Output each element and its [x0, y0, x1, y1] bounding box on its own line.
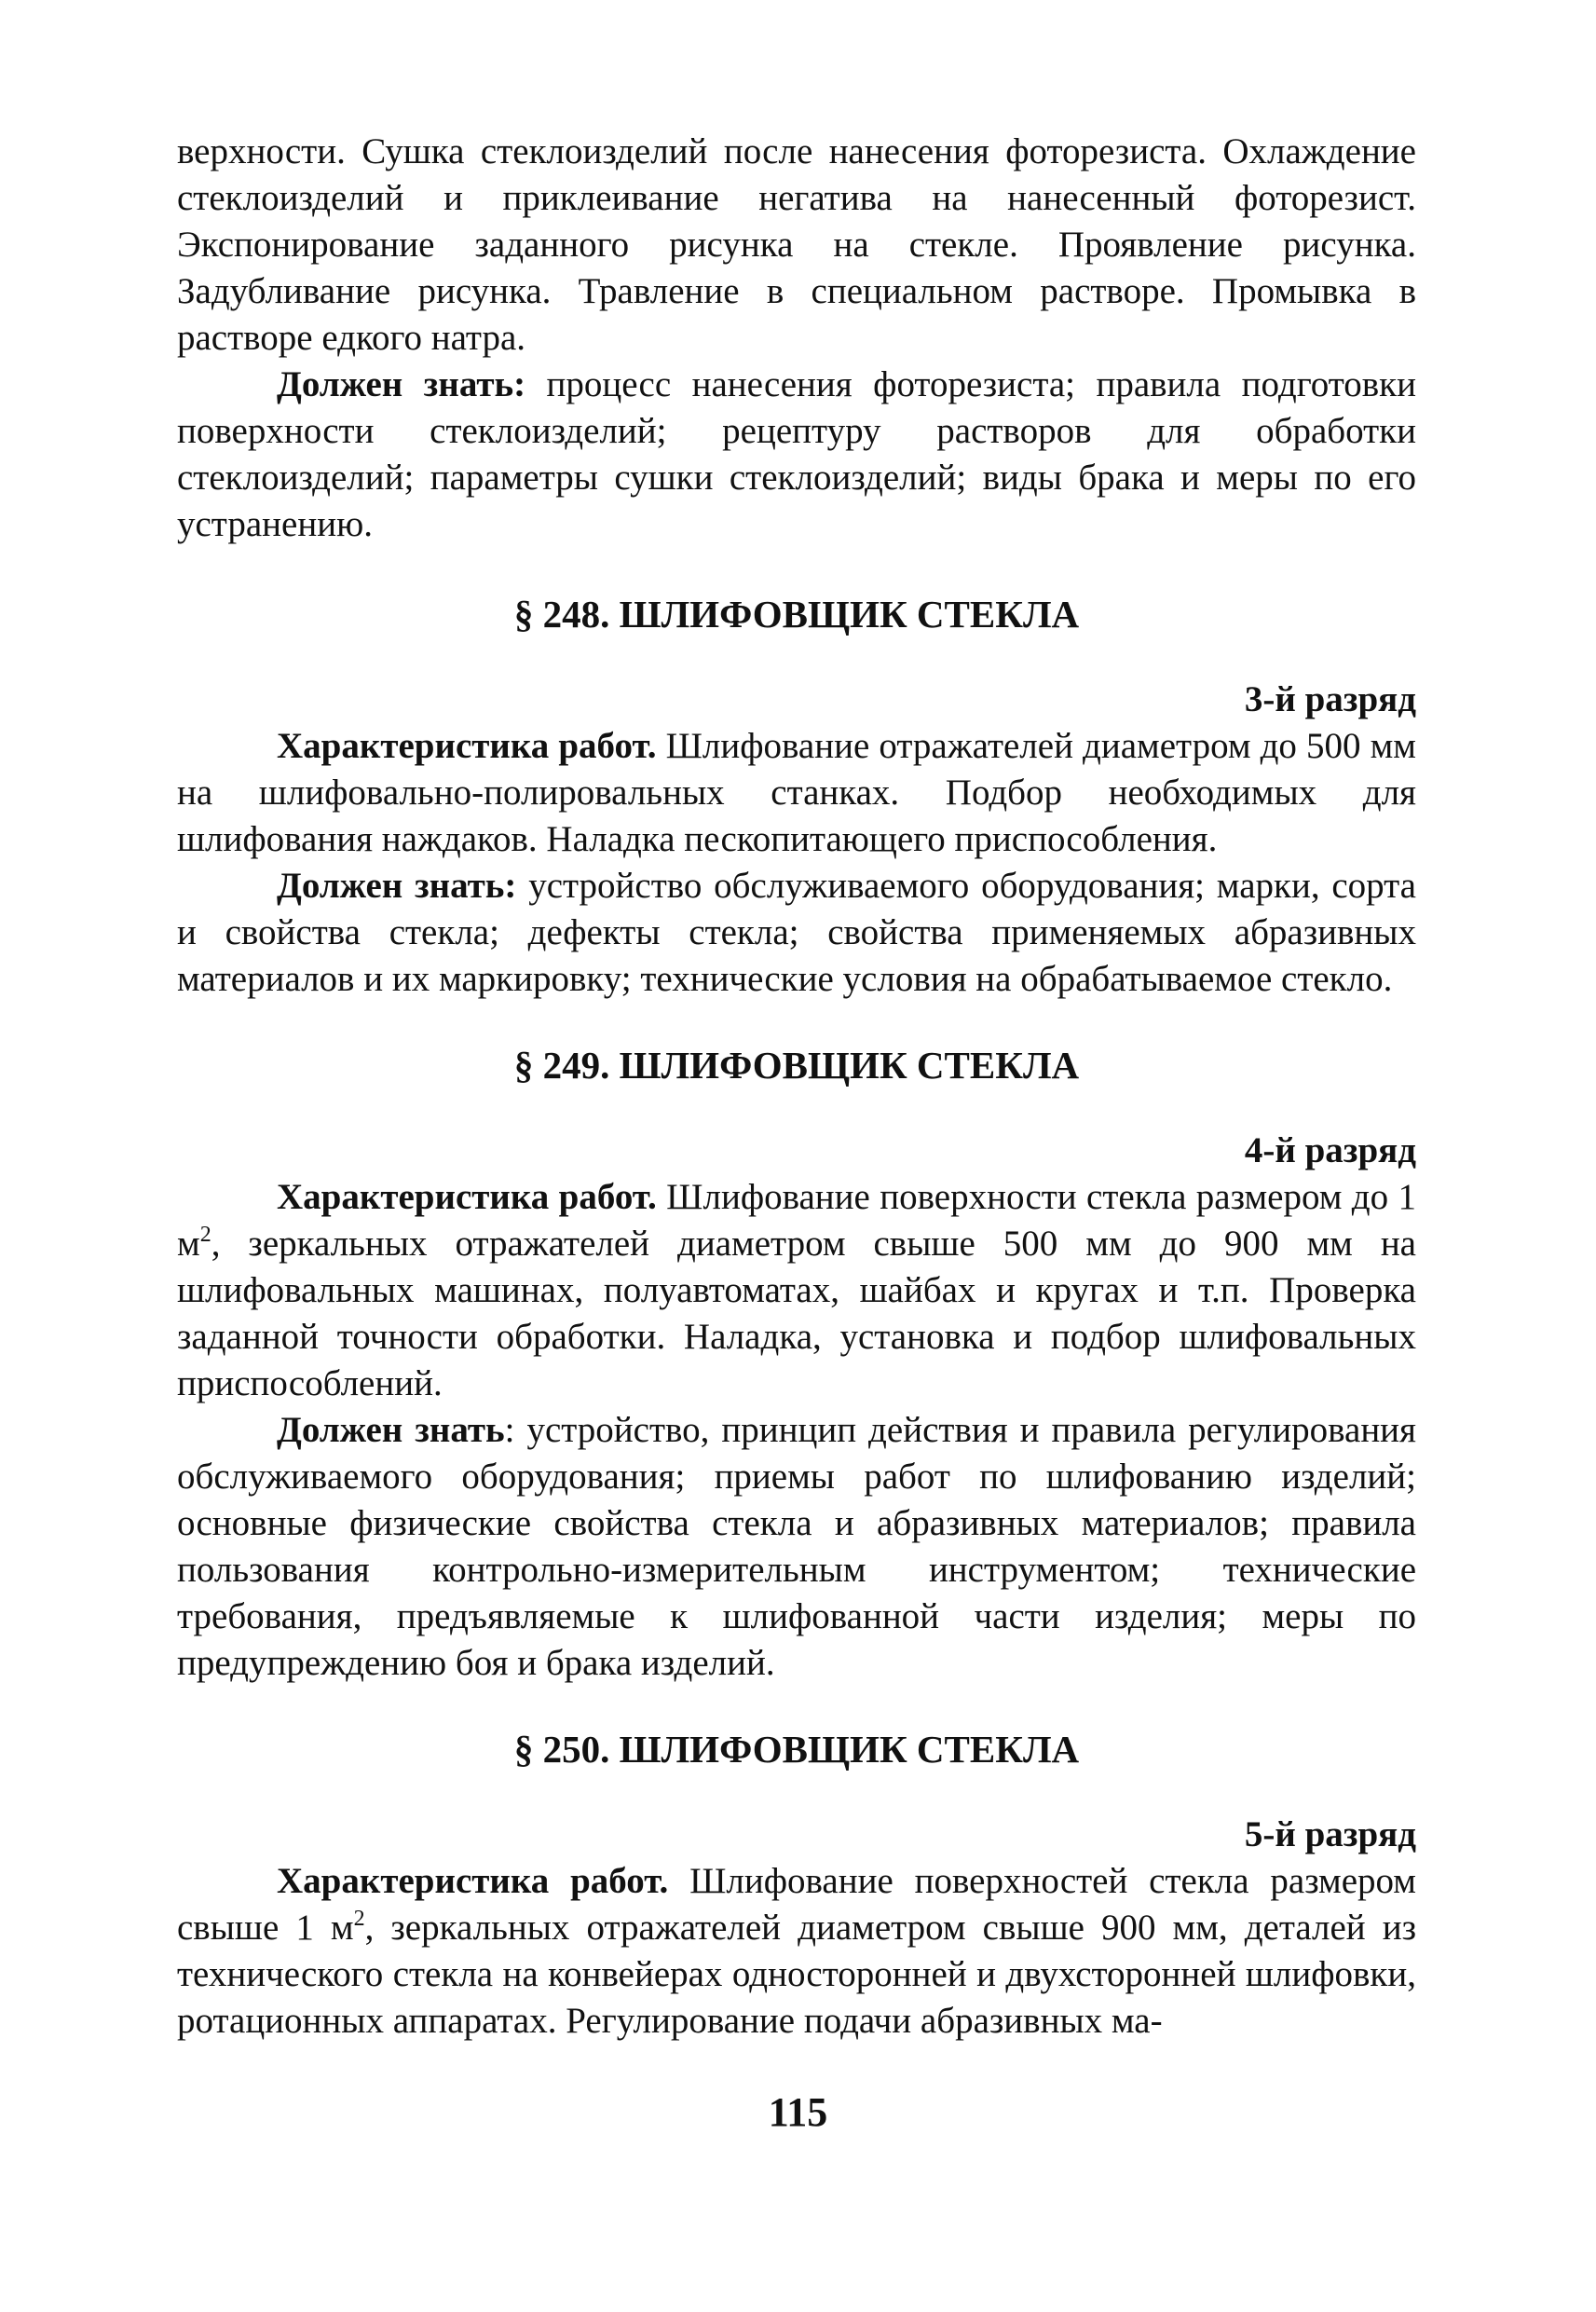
work-paragraph [177, 1174, 1416, 1407]
knowledge-text: устройство обслуживаемого оборудования; марки, сорта и свойства стекла; дефекты стекла; свойства применяемых абразивных материалов и их маркировку; технические условия на обрабатываемое стекло. [177, 866, 1416, 999]
work-label: Характеристика работ. [277, 1177, 657, 1217]
knowledge-paragraph [177, 863, 1416, 1003]
intro-line: ливание рисунка. Травление в специальном растворе. Промывка в растворе [177, 271, 1416, 358]
intro-knowledge-paragraph [177, 362, 1416, 548]
knowledge-label: Должен знать: [277, 364, 526, 404]
intro-line: ние стеклоизделий и приклеивание негатива на нанесенный фоторезист. [177, 131, 1416, 218]
superscript: 2 [353, 1907, 365, 1931]
intro-paragraph [177, 129, 1416, 362]
knowledge-label: Должен знать: [277, 866, 517, 906]
intro-line: верхности. Сушка стеклоизделий после нанесения фоторезиста. Охлажде [177, 131, 1361, 171]
grade-label: 3-й разряд [1244, 679, 1416, 719]
work-label: Характеристика работ. [277, 1861, 669, 1901]
work-text: Шлифование поверхностей стекла размером свыше 1 м [177, 1861, 1416, 1948]
knowledge-label: Должен знать [277, 1410, 505, 1450]
knowledge-text: : устройство, принцип действия и правила регулирования обслуживаемого оборудования; приемы работ по шлифованию изделий; основные физические свойства стекла и абразивных материалов; правила пользования контрольно-измерительным инструментом; технические требования, предъявляемые к шлифованной части изделия; меры по предупреждению боя и брака изделий. [177, 1410, 1416, 1683]
work-text: , зеркальных отражателей диаметром свыше 500 мм до 900 мм на шлифовальных машинах, полуавтоматах, шайбах и кругах и т.п. Проверка заданной точности обработки. Наладка, установка и подбор шлифовальных приспособлений. [177, 1224, 1416, 1403]
work-paragraph [177, 723, 1416, 863]
grade-label: 5-й разряд [1244, 1814, 1416, 1854]
page-number: 115 [768, 2089, 828, 2135]
intro-line: Экспонирование заданного рисунка на стекле. Проявление рисунка. Задуб [177, 225, 1416, 311]
knowledge-paragraph [177, 1407, 1416, 1687]
grade-label: 4-й разряд [1244, 1130, 1416, 1170]
work-text: , зеркальных отражателей диаметром свыше 900 мм, деталей из технического стекла на конвейерах односторонней и двухсторонней шлифовки, ротационных аппаратах. Регулирование подачи абразивных ма- [177, 1908, 1417, 2041]
section-title: § 249. ШЛИФОВЩИК СТЕКЛА [513, 1044, 1080, 1087]
work-text: Шлифование отражателей диаметром до 500 мм на шлифовально-полировальных станках. Подбор необходимых для шлифования наждаков. Наладка пескопитающего приспособления. [177, 726, 1416, 859]
work-label: Характеристика работ. [277, 726, 657, 766]
work-paragraph [177, 1858, 1416, 2045]
work-text: Шлифование поверхности стекла размером до 1 м [177, 1177, 1416, 1264]
knowledge-text: процесс нанесения фоторезиста; правила подготовки поверхности стеклоизделий; рецептуру растворов для обработки стеклоизделий; параметры сушки стеклоизделий; виды брака и меры по его устранению. [177, 364, 1416, 544]
superscript: 2 [199, 1223, 211, 1247]
section-title: § 248. ШЛИФОВЩИК СТЕКЛА [513, 593, 1080, 636]
intro-line: едкого натра. [321, 318, 526, 358]
section-title: § 250. ШЛИФОВЩИК СТЕКЛА [513, 1728, 1080, 1771]
page-body [177, 129, 1416, 2045]
